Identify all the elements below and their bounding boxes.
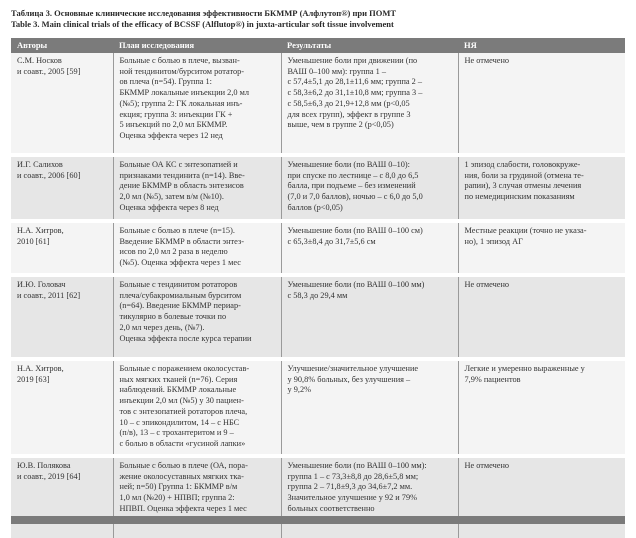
cell-text-line: Оценка эффекта через 8 нед <box>119 202 219 212</box>
clinical-trials-table <box>11 38 625 538</box>
cell-text-line: и соавт., 2019 [64] <box>17 471 81 481</box>
cell-text-line: Не отмечено <box>464 56 510 65</box>
table-row <box>11 223 625 273</box>
cell-text-line: признаками тендинита (n=14). Вве- <box>119 170 245 180</box>
table-header-row <box>11 38 625 53</box>
cell-text-line: выше, чем в группе 2 (p<0,05) <box>287 120 394 130</box>
cell-text-line: тикулярно в болевые точки по <box>119 312 227 322</box>
cell-text-line: Не отмечено <box>464 461 510 470</box>
cell-text-line: ВАШ 0–100 мм): группа 1 – <box>287 66 387 76</box>
cell-text-line: с 65,3±8,4 до 31,7±5,6 см <box>287 236 376 246</box>
table-caption <box>11 8 625 30</box>
cell-text-line: с 58,5±6,3 до 21,9+12,8 мм (p<0,05 <box>287 98 410 108</box>
cell-text-line: Больные с болью в плече (n=15). <box>119 226 235 235</box>
cell-text-line: (№5); группа 2: ГК локальная инъ- <box>119 98 243 108</box>
cell-text-line: 1 эпизод слабости, головокруже- <box>464 160 581 169</box>
authors-cell <box>11 361 113 454</box>
cell-text-line: 5 инъекций по 2,0 мл БКММР. <box>119 120 228 130</box>
adverse-events-cell <box>458 157 625 219</box>
cell-text-line: Больные с болью в плече (ОА, пора- <box>119 461 248 470</box>
cell-text-line: Уменьшение боли (по ВАШ 0–100 мм) <box>287 280 425 289</box>
adverse-events-cell <box>458 53 625 153</box>
cell-text-line: Уменьшение боли (по ВАШ 0–100 см) <box>287 226 423 235</box>
cell-text-line: БКММР локальные инъекции 2,0 мл <box>119 88 250 98</box>
cell-text-line: Н.А. Хитров, <box>17 364 64 373</box>
cell-text-line: 10 – с эпикондилитом, 14 – с НБС <box>119 417 240 427</box>
cell-text-line: при спуске по лестнице – с 8,0 до 6,5 <box>287 170 419 180</box>
cell-text-line: тов с энтезопатией ротаторов плеча, <box>119 406 248 416</box>
cell-text-line: жение околосуставных мягких тка- <box>119 471 244 481</box>
cell-text-line: Больные с болью в плече, вызван- <box>119 56 240 65</box>
authors-cell <box>11 458 113 538</box>
results-cell <box>281 223 458 273</box>
cell-text-line: Введение БКММР в области энтез- <box>119 236 245 246</box>
cell-text-line: екция; группа 3: инъекции ГК + <box>119 109 233 119</box>
cell-text-line: у 9,2% <box>287 385 312 395</box>
header-authors: Авторы <box>11 38 113 53</box>
results-cell <box>281 157 458 219</box>
results-cell <box>281 53 458 153</box>
cell-text-line: баллов (p<0,05) <box>287 202 343 212</box>
design-cell <box>113 223 281 273</box>
cell-text-line: Ю.В. Полякова <box>17 461 71 470</box>
cell-text-line: с болью в области «гусиной лапки» <box>119 438 246 448</box>
cell-text-line: больных соответственно <box>287 503 375 513</box>
cell-text-line: плеча/субакромиальным бурситом <box>119 290 242 300</box>
authors-cell <box>11 157 113 219</box>
adverse-events-cell <box>458 458 625 538</box>
cell-text-line: Оценка эффекта через 12 нед <box>119 130 223 140</box>
cell-text-line: Больные ОА КС с энтезопатией и <box>119 160 238 169</box>
design-cell <box>113 458 281 538</box>
table-bottom-bar <box>11 516 625 524</box>
cell-text-line: по немедицинским показаниям <box>464 192 575 202</box>
cell-text-line: у 90,8% больных, без улучшения – <box>287 374 411 384</box>
cell-text-line: Легкие и умеренно выраженные у <box>464 364 585 373</box>
cell-text-line: НПВП. Оценка эффекта через 1 мес <box>119 503 247 513</box>
authors-cell <box>11 53 113 153</box>
cell-text-line: ния, боли за грудиной (отмена те- <box>464 170 584 180</box>
cell-text-line: ных мягких тканей (n=76). Серия <box>119 374 238 384</box>
cell-text-line: (п/в), 13 – с трохантеритом и 9 – <box>119 428 234 438</box>
cell-text-line: и соавт., 2005 [59] <box>17 66 81 76</box>
cell-text-line: Улучшение/значительное улучшение <box>287 364 419 373</box>
cell-text-line: для всех групп), эффект в группе 3 <box>287 109 411 119</box>
cell-text-line: группа 2 – 71,8±9,3 до 34,6±7,2 мм. <box>287 482 413 492</box>
cell-text-line: дение БКММР в область энтезисов <box>119 181 244 191</box>
cell-text-line: балла, при подъеме – без изменений <box>287 181 416 191</box>
results-cell <box>281 458 458 538</box>
cell-text-line: Оценка эффекта после курса терапии <box>119 333 252 343</box>
cell-text-line: Значительное улучшение у 92 и 79% <box>287 493 418 503</box>
cell-text-line: и соавт., 2011 [62] <box>17 290 81 300</box>
cell-text-line: Не отмечено <box>464 280 510 289</box>
cell-text-line: Уменьшение боли (по ВАШ 0–10): <box>287 160 410 169</box>
caption-english: Table 3. Main clinical trials of the efficacy of BCSSF (Alflutop®) in juxta-articular soft tissue involvement <box>11 19 394 29</box>
cell-text-line: Уменьшение боли при движении (по <box>287 56 418 65</box>
caption-russian: Таблица 3. Основные клинические исследования эффективности БКММР (Алфлутоп®) при ПОМТ <box>11 8 397 18</box>
cell-text-line: 1,0 мл (№20) + НПВП; группа 2: <box>119 493 235 503</box>
adverse-events-cell <box>458 277 625 357</box>
table-row <box>11 157 625 219</box>
cell-text-line: ной тендинитом/бурситом ротатор- <box>119 66 245 76</box>
cell-text-line: ов плеча (n=54). Группа 1: <box>119 77 212 87</box>
cell-text-line: ней; n=50) Группа 1: БКММР в/м <box>119 482 238 492</box>
header-adverse-events: НЯ <box>458 38 625 53</box>
cell-text-line: (7,0 и 7,0 баллов), ночью – с 6,0 до 5,0 <box>287 192 423 202</box>
cell-text-line: Уменьшение боли (по ВАШ 0–100 мм): <box>287 461 427 470</box>
table-row <box>11 277 625 357</box>
design-cell <box>113 277 281 357</box>
results-cell <box>281 277 458 357</box>
cell-text-line: с 57,4±5,1 до 28,1±11,6 мм; группа 2 – <box>287 77 423 87</box>
header-results: Результаты <box>281 38 458 53</box>
cell-text-line: инъекции 2,0 мл (№5) у 30 пациен- <box>119 396 244 406</box>
cell-text-line: 2,0 мл через день, (№7). <box>119 322 205 332</box>
adverse-events-cell <box>458 361 625 454</box>
cell-text-line: исов по 2,0 мл 2 раза в неделю <box>119 247 228 257</box>
cell-text-line: 7,9% пациентов <box>464 374 521 384</box>
design-cell <box>113 361 281 454</box>
cell-text-line: но), 1 эпизод АГ <box>464 236 523 246</box>
design-cell <box>113 53 281 153</box>
authors-cell <box>11 223 113 273</box>
cell-text-line: с 58,3±6,2 до 31,1±10,8 мм; группа 3 – <box>287 88 423 98</box>
cell-text-line: (№5). Оценка эффекта через 1 мес <box>119 258 241 268</box>
authors-cell <box>11 277 113 357</box>
cell-text-line: И.Г. Салихов <box>17 160 63 169</box>
cell-text-line: И.Ю. Головач <box>17 280 66 289</box>
cell-text-line: (n=64). Введение БКММР периар- <box>119 301 241 311</box>
cell-text-line: с 58,3 до 29,4 мм <box>287 290 348 300</box>
table-row <box>11 361 625 454</box>
design-cell <box>113 157 281 219</box>
table-row <box>11 53 625 153</box>
cell-text-line: Больные с поражением околосустав- <box>119 364 250 373</box>
results-cell <box>281 361 458 454</box>
adverse-events-cell <box>458 223 625 273</box>
cell-text-line: 2010 [61] <box>17 236 50 246</box>
table-row <box>11 458 625 538</box>
cell-text-line: группа 1 – с 73,3±8,8 до 28,6±5,8 мм; <box>287 471 419 481</box>
cell-text-line: рапии), 3 случая отмены лечения <box>464 181 582 191</box>
cell-text-line: наблюдений. БКММР локальные <box>119 385 237 395</box>
table-body <box>11 53 625 538</box>
header-design: План исследования <box>113 38 281 53</box>
cell-text-line: 2,0 мл (№5), затем в/м (№10). <box>119 192 224 202</box>
cell-text-line: и соавт., 2006 [60] <box>17 170 81 180</box>
cell-text-line: Больные с тендинитом ротаторов <box>119 280 238 289</box>
cell-text-line: Н.А. Хитров, <box>17 226 64 235</box>
cell-text-line: 2019 [63] <box>17 374 50 384</box>
cell-text-line: Местные реакции (точно не указа- <box>464 226 587 235</box>
cell-text-line: С.М. Носков <box>17 56 62 65</box>
